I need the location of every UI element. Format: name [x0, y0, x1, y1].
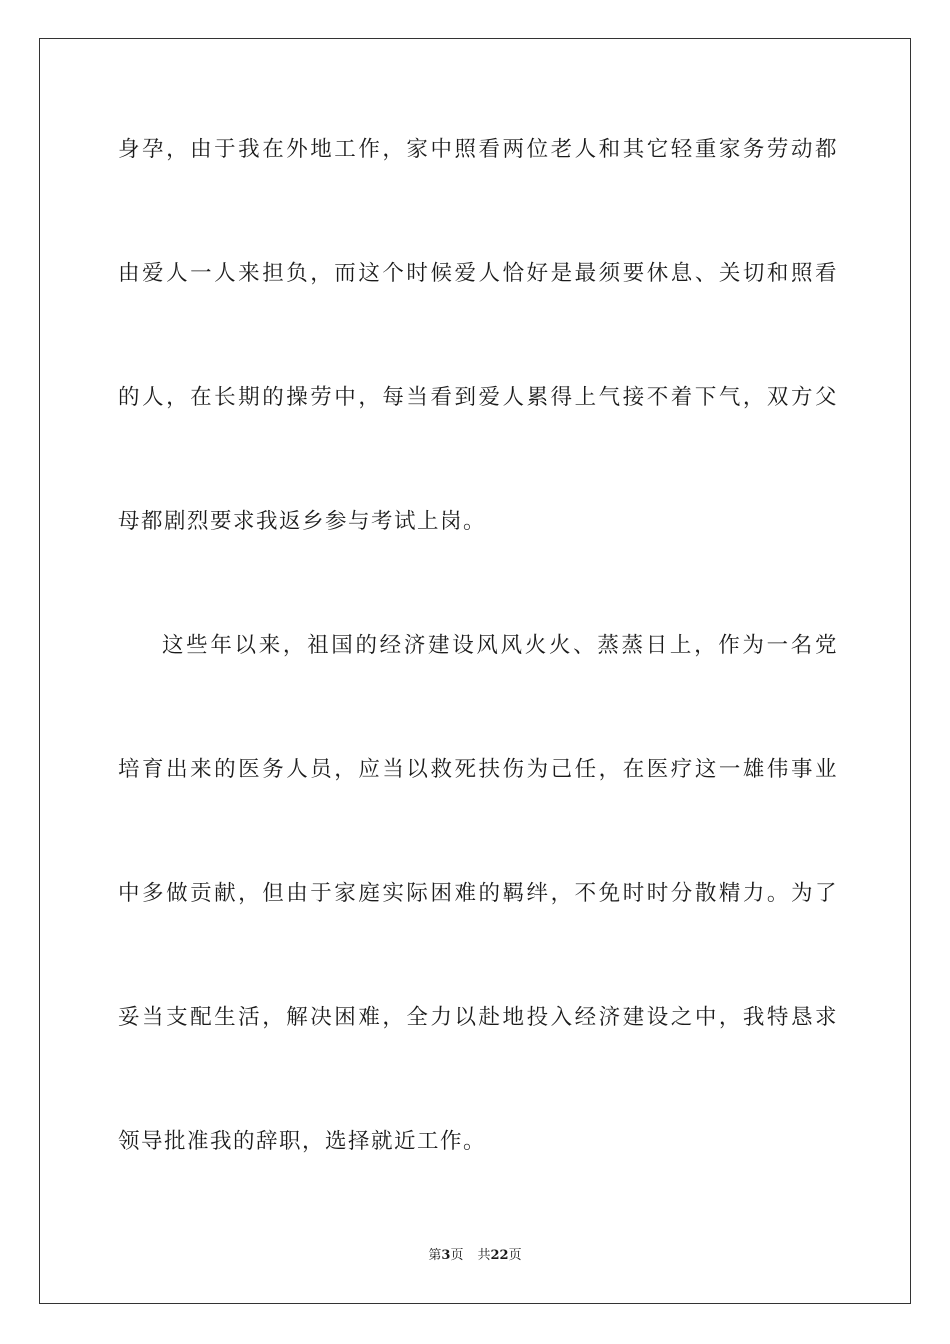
text-line: 妥当支配生活，解决困难，全力以赴地投入经济建设之中，我特恳求	[118, 1005, 838, 1030]
text-line: 中多做贡献，但由于家庭实际困难的羁绊，不免时时分散精力。为了	[118, 881, 838, 906]
text-line: 这些年以来，祖国的经济建设风风火火、蒸蒸日上，作为一名党	[162, 633, 838, 658]
text-line: 领导批准我的辞职，选择就近工作。	[118, 1129, 487, 1154]
page-footer	[0, 1246, 950, 1266]
page-prefix: 第	[428, 1248, 442, 1263]
total-suffix: 页	[508, 1248, 522, 1263]
text-line: 的人，在长期的操劳中，每当看到爱人累得上气接不着下气，双方父	[118, 385, 838, 410]
text-line: 母都剧烈要求我返乡参与考试上岗。	[118, 509, 487, 534]
page-number: 3	[441, 1248, 451, 1263]
page-suffix: 页	[450, 1248, 464, 1263]
text-line: 由爱人一人来担负，而这个时候爱人恰好是最须要休息、关切和照看	[118, 261, 838, 286]
page-border	[39, 38, 911, 1304]
total-pages: 22	[490, 1248, 509, 1263]
text-line: 培育出来的医务人员，应当以救死扶伤为己任，在医疗这一雄伟事业	[118, 757, 838, 782]
total-prefix: 共	[477, 1248, 491, 1263]
text-line: 身孕，由于我在外地工作，家中照看两位老人和其它轻重家务劳动都	[118, 137, 838, 162]
